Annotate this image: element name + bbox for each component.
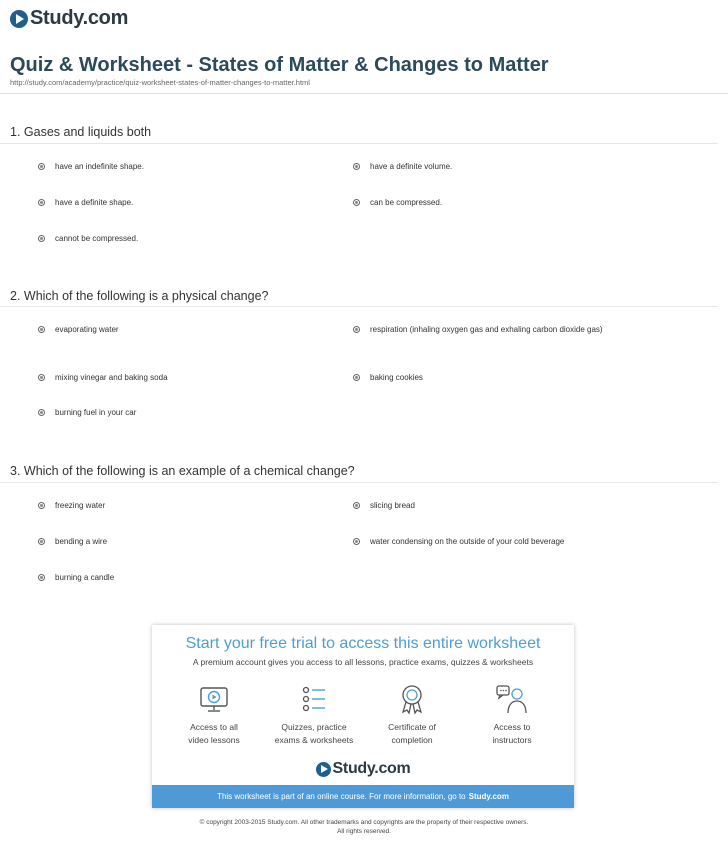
answer-option[interactable]: respiration (inhaling oxygen gas and exhaling carbon dioxide gas) bbox=[353, 323, 655, 336]
feature-video-lessons bbox=[164, 683, 264, 747]
answer-option[interactable]: have an indefinite shape. bbox=[38, 160, 340, 173]
answer-option[interactable]: mixing vinegar and baking soda bbox=[38, 371, 340, 384]
radio-icon[interactable] bbox=[38, 163, 45, 170]
radio-icon[interactable] bbox=[353, 199, 360, 206]
header-divider bbox=[0, 93, 728, 94]
answer-option[interactable]: cannot be compressed. bbox=[38, 232, 340, 245]
feature-label: Access to bbox=[493, 722, 531, 732]
radio-icon[interactable] bbox=[353, 538, 360, 545]
question-1: 1. Gases and liquids both bbox=[10, 125, 152, 139]
play-logo-icon bbox=[316, 762, 331, 777]
feature-quizzes bbox=[264, 683, 364, 747]
feature-label: instructors bbox=[492, 735, 532, 745]
promo-logo-text: Study.com bbox=[332, 760, 411, 777]
logo-text: Study.com bbox=[30, 7, 129, 29]
radio-icon[interactable] bbox=[38, 409, 45, 416]
radio-icon[interactable] bbox=[353, 163, 360, 170]
answer-option[interactable]: burning fuel in your car bbox=[38, 406, 340, 419]
study-logo[interactable] bbox=[10, 7, 128, 30]
feature-label: Certificate of bbox=[388, 722, 436, 732]
feature-certificate bbox=[362, 683, 462, 747]
question-2: 2. Which of the following is a physical change? bbox=[10, 289, 269, 303]
answer-option[interactable]: have a definite shape. bbox=[38, 196, 340, 209]
copyright-line: © copyright 2003-2015 Study.com. All other trademarks and copyrights are the property of their respective owners. bbox=[199, 819, 529, 826]
promo-subtitle: A premium account gives you access to all lessons, practice exams, quizzes & worksheets bbox=[192, 657, 534, 667]
answer-option[interactable]: evaporating water bbox=[38, 323, 340, 336]
feature-label: exams & worksheets bbox=[274, 735, 354, 745]
feature-label: completion bbox=[391, 735, 433, 745]
free-trial-promo bbox=[152, 625, 574, 808]
radio-icon[interactable] bbox=[38, 235, 45, 242]
answer-option[interactable]: have a definite volume. bbox=[353, 160, 655, 173]
answer-option[interactable]: burning a candle bbox=[38, 571, 340, 584]
radio-icon[interactable] bbox=[353, 326, 360, 333]
answer-option[interactable]: bending a wire bbox=[38, 535, 340, 548]
question-3: 3. Which of the following is an example of a chemical change? bbox=[10, 464, 355, 478]
radio-icon[interactable] bbox=[38, 199, 45, 206]
copyright-line: All rights reserved. bbox=[337, 828, 391, 835]
answer-option[interactable]: baking cookies bbox=[353, 371, 655, 384]
study-link[interactable]: Study.com bbox=[468, 792, 509, 801]
question-divider bbox=[0, 482, 718, 483]
video-lesson-icon bbox=[198, 683, 230, 715]
promo-title[interactable]: Start your free trial to access this entire worksheet bbox=[185, 635, 541, 652]
radio-icon[interactable] bbox=[38, 326, 45, 333]
quiz-list-icon bbox=[298, 683, 330, 715]
radio-icon[interactable] bbox=[38, 538, 45, 545]
page-title: Quiz & Worksheet - States of Matter & Changes to Matter bbox=[10, 54, 549, 76]
instructor-icon bbox=[495, 683, 529, 715]
certificate-icon bbox=[396, 683, 428, 715]
promo-bar-text: This worksheet is part of an online course. For more information, go to bbox=[217, 792, 466, 801]
play-logo-icon bbox=[10, 10, 28, 28]
feature-instructors bbox=[462, 683, 562, 747]
answer-option[interactable]: can be compressed. bbox=[353, 196, 655, 209]
promo-info-bar bbox=[152, 785, 574, 808]
radio-icon[interactable] bbox=[353, 374, 360, 381]
page-url[interactable]: http://study.com/academy/practice/quiz-worksheet-states-of-matter-changes-to-matter.html bbox=[10, 78, 310, 87]
feature-label: Quizzes, practice bbox=[281, 722, 347, 732]
radio-icon[interactable] bbox=[38, 374, 45, 381]
feature-label: video lessons bbox=[188, 735, 240, 745]
radio-icon[interactable] bbox=[38, 502, 45, 509]
answer-option[interactable]: freezing water bbox=[38, 499, 340, 512]
copyright-notice bbox=[0, 818, 728, 836]
answer-option[interactable]: water condensing on the outside of your cold beverage bbox=[353, 535, 700, 548]
radio-icon[interactable] bbox=[353, 502, 360, 509]
radio-icon[interactable] bbox=[38, 574, 45, 581]
question-divider bbox=[0, 306, 718, 307]
answer-option[interactable]: slicing bread bbox=[353, 499, 655, 512]
feature-label: Access to all bbox=[190, 722, 238, 732]
promo-logo[interactable] bbox=[152, 760, 574, 778]
question-divider bbox=[0, 143, 718, 144]
